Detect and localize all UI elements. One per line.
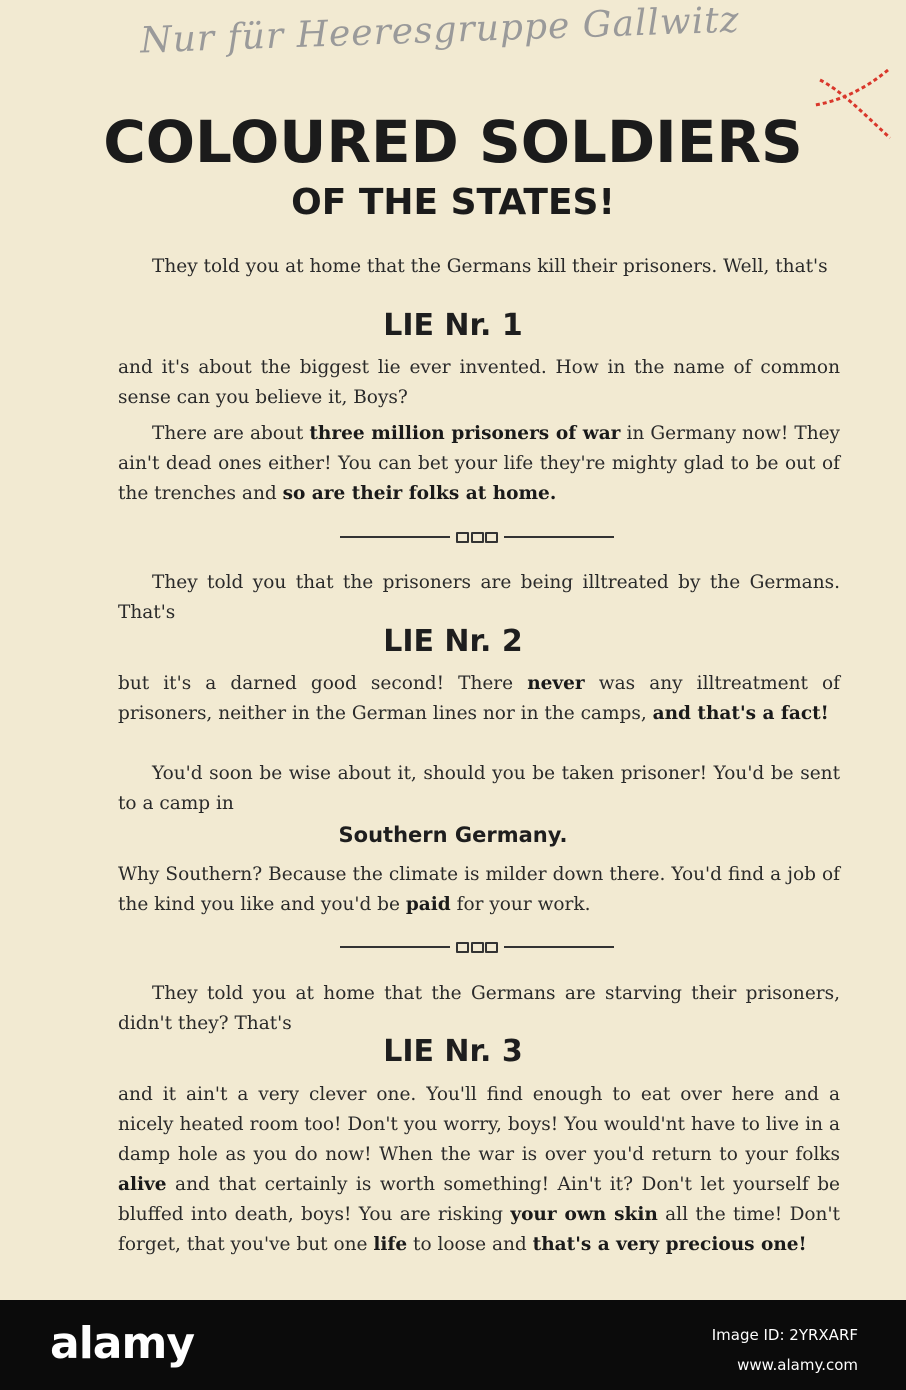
lie-3-heading: LIE Nr. 3 <box>383 1034 523 1069</box>
section3-paragraph-1: and it ain't a very clever one. You'll find enough to eat over here and a nicely heated room too! Don't you worry, boys! You would'nt have to live in a damp hole as you do now! When the war is over you'd return to your folks alive and that certainly is worth something! Ain't it? Don't let yourself be bluffed into death, boys! You are risking your own skin all the time! Don't forget, that you've but one life to loose and that's a very precious one! <box>118 1084 840 1255</box>
section3-intro: They told you at home that the Germans are starving their prisoners, didn't they? That's <box>118 983 840 1034</box>
watermark-meta <box>712 1320 858 1380</box>
leaflet-subtitle: OF THE STATES! <box>291 182 615 223</box>
section2-intro: They told you that the prisoners are being illtreated by the Germans. That's <box>118 572 840 623</box>
image-id-text: Image ID: 2YRXARF <box>711 1326 858 1344</box>
southern-germany-heading: Southern Germany. <box>338 823 568 847</box>
section-divider-1 <box>340 530 614 544</box>
handwritten-note: Nur für Heeresgruppe Gallwitz <box>139 0 741 62</box>
lie-1-heading: LIE Nr. 1 <box>383 308 523 343</box>
section1-paragraph-2: There are about three million prisoners of war in Germany now! They ain't dead ones either! You can bet your life they're mighty glad to be out of the trenches and so are their folks at home. <box>118 423 841 504</box>
section2-paragraph-3: Why Southern? Because the climate is milder down there. You'd find a job of the kind you like and you'd be paid for your work. <box>118 864 840 915</box>
section1-intro: They told you at home that the Germans kill their prisoners. Well, that's <box>152 256 828 277</box>
section-divider-2 <box>340 940 614 954</box>
section2-paragraph-1: but it's a darned good second! There never was any illtreatment of prisoners, neither in the German lines nor in the camps, and that's a fact! <box>118 673 841 724</box>
site-url-text: www.alamy.com <box>737 1356 858 1374</box>
section2-paragraph-2: You'd soon be wise about it, should you be taken prisoner! You'd be sent to a camp in <box>118 763 840 814</box>
leaflet-title: COLOURED SOLDIERS <box>103 108 803 176</box>
section1-paragraph-1: and it's about the biggest lie ever invented. How in the name of common sense can you believe it, Boys? <box>118 357 840 408</box>
lie-2-heading: LIE Nr. 2 <box>383 624 523 659</box>
alamy-logo: alamy <box>50 1318 194 1369</box>
